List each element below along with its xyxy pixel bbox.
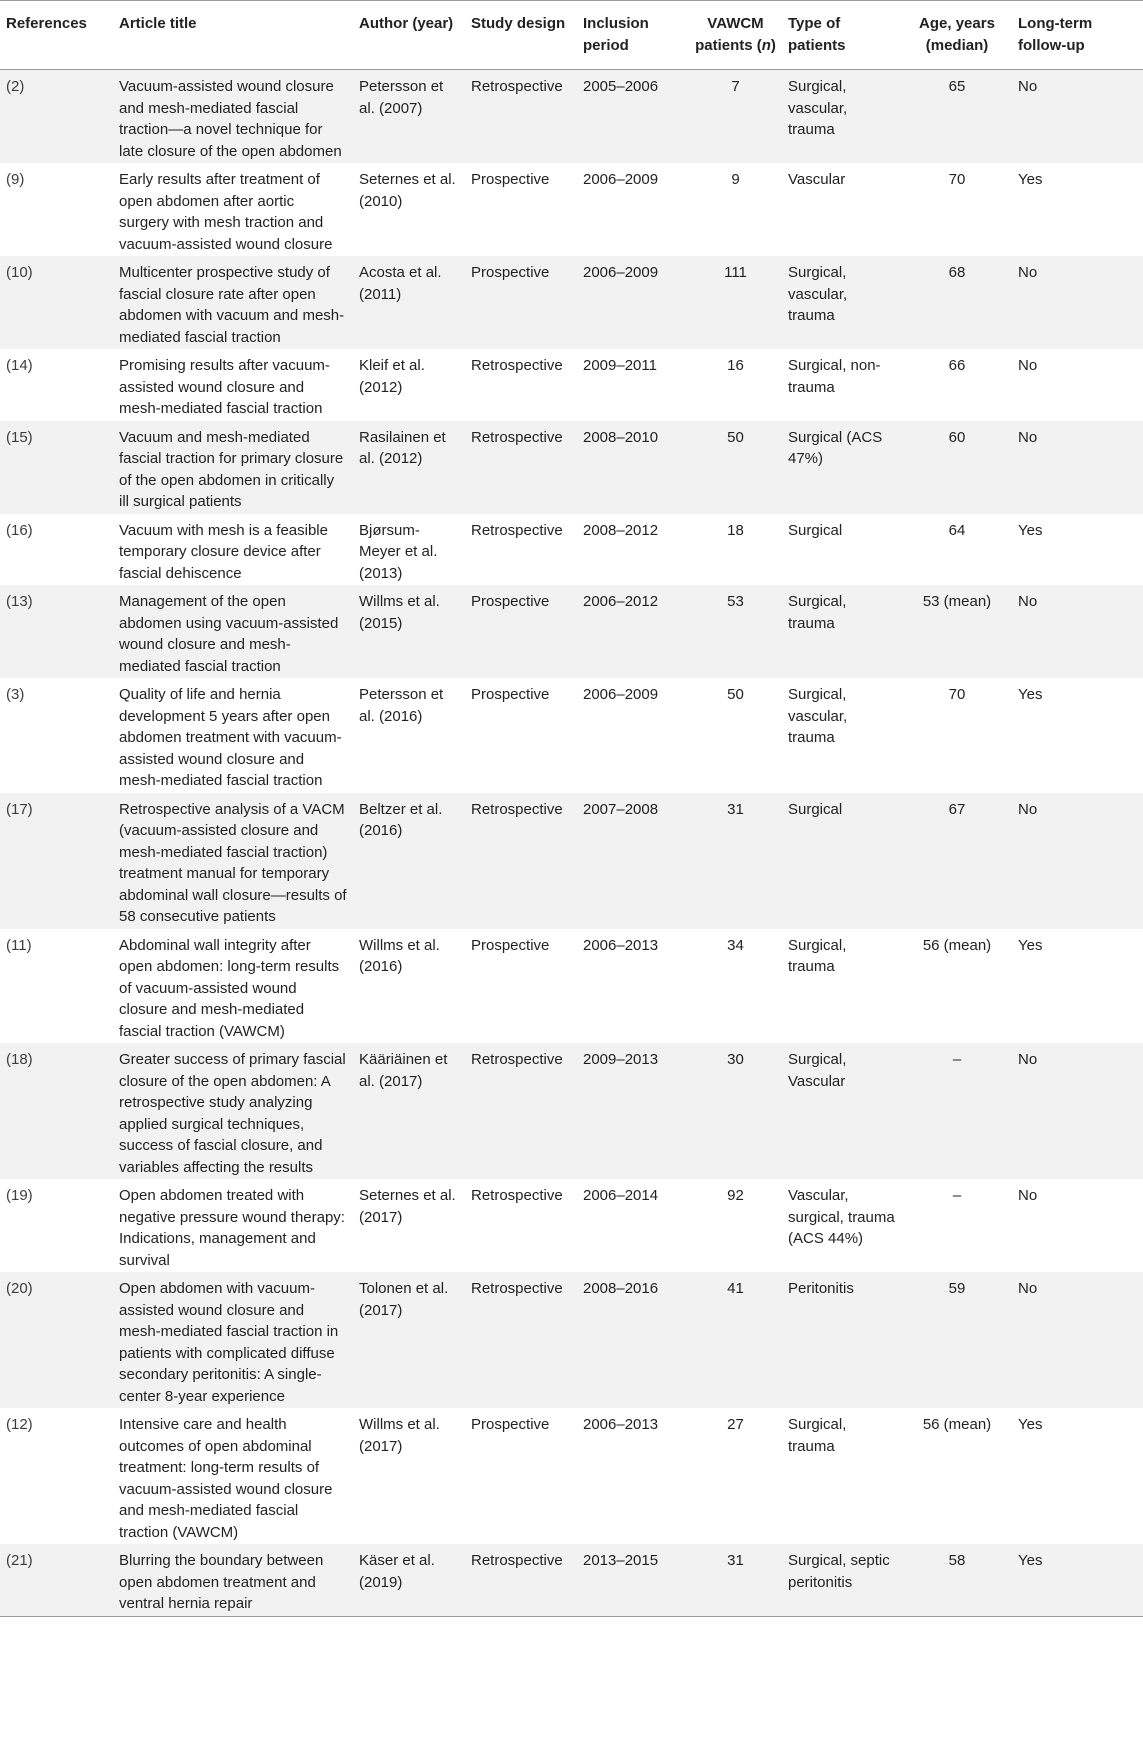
header-row xyxy=(0,1,1143,70)
header-vawcm-prefix: VAWCM patients ( xyxy=(695,15,764,54)
cell-reference: (15) xyxy=(0,421,113,514)
table-row xyxy=(0,929,1143,1044)
cell-age: 70 xyxy=(902,163,1012,256)
cell-age: 70 xyxy=(902,678,1012,793)
cell-vawcm-patients: 7 xyxy=(689,70,782,164)
cell-inclusion-period: 2009–2013 xyxy=(577,1043,689,1179)
cell-vawcm-patients: 53 xyxy=(689,585,782,678)
table-row xyxy=(0,1272,1143,1408)
cell-long-term-follow-up: Yes xyxy=(1012,514,1143,586)
cell-long-term-follow-up: No xyxy=(1012,349,1143,421)
cell-study-design: Retrospective xyxy=(465,421,577,514)
cell-inclusion-period: 2008–2010 xyxy=(577,421,689,514)
cell-author-year: Käser et al. (2019) xyxy=(353,1544,465,1616)
cell-type-of-patients: Vascular, surgical, trauma (ACS 44%) xyxy=(782,1179,902,1272)
cell-inclusion-period: 2007–2008 xyxy=(577,793,689,929)
cell-study-design: Retrospective xyxy=(465,793,577,929)
cell-type-of-patients: Surgical, Vascular xyxy=(782,1043,902,1179)
header-study-design: Study design xyxy=(465,1,577,70)
cell-inclusion-period: 2006–2014 xyxy=(577,1179,689,1272)
cell-inclusion-period: 2006–2012 xyxy=(577,585,689,678)
header-vawcm-patients xyxy=(689,1,782,70)
header-long-term-follow-up: Long-term follow-up xyxy=(1012,1,1143,70)
cell-long-term-follow-up: No xyxy=(1012,585,1143,678)
cell-article-title: Intensive care and health outcomes of open abdominal treatment: long-term results of vacuum-assisted wound closure and mesh-mediated fascial traction (VAWCM) xyxy=(113,1408,353,1544)
cell-long-term-follow-up: No xyxy=(1012,1043,1143,1179)
cell-study-design: Retrospective xyxy=(465,70,577,164)
cell-vawcm-patients: 41 xyxy=(689,1272,782,1408)
cell-article-title: Management of the open abdomen using vacuum-assisted wound closure and mesh-mediated fascial traction xyxy=(113,585,353,678)
cell-long-term-follow-up: Yes xyxy=(1012,929,1143,1044)
cell-article-title: Open abdomen with vacuum-assisted wound closure and mesh-mediated fascial traction in patients with complicated diffuse secondary peritonitis: A single-center 8-year experience xyxy=(113,1272,353,1408)
cell-inclusion-period: 2006–2009 xyxy=(577,678,689,793)
header-vawcm-n: n xyxy=(761,36,771,54)
cell-reference: (19) xyxy=(0,1179,113,1272)
cell-reference: (18) xyxy=(0,1043,113,1179)
cell-type-of-patients: Surgical (ACS 47%) xyxy=(782,421,902,514)
cell-author-year: Rasilainen et al. (2012) xyxy=(353,421,465,514)
table-row xyxy=(0,514,1143,586)
cell-study-design: Retrospective xyxy=(465,1179,577,1272)
cell-reference: (13) xyxy=(0,585,113,678)
cell-study-design: Retrospective xyxy=(465,349,577,421)
cell-author-year: Tolonen et al. (2017) xyxy=(353,1272,465,1408)
cell-reference: (9) xyxy=(0,163,113,256)
cell-study-design: Retrospective xyxy=(465,1043,577,1179)
table-row xyxy=(0,163,1143,256)
cell-inclusion-period: 2009–2011 xyxy=(577,349,689,421)
table-row xyxy=(0,1043,1143,1179)
cell-age: – xyxy=(902,1179,1012,1272)
header-article-title: Article title xyxy=(113,1,353,70)
table-body xyxy=(0,70,1143,1617)
cell-type-of-patients: Surgical, vascular, trauma xyxy=(782,256,902,349)
cell-vawcm-patients: 18 xyxy=(689,514,782,586)
cell-article-title: Blurring the boundary between open abdomen treatment and ventral hernia repair xyxy=(113,1544,353,1616)
cell-author-year: Kääriäinen et al. (2017) xyxy=(353,1043,465,1179)
cell-reference: (12) xyxy=(0,1408,113,1544)
cell-long-term-follow-up: Yes xyxy=(1012,163,1143,256)
cell-type-of-patients: Surgical, vascular, trauma xyxy=(782,678,902,793)
cell-inclusion-period: 2006–2009 xyxy=(577,163,689,256)
cell-author-year: Acosta et al. (2011) xyxy=(353,256,465,349)
header-age: Age, years (median) xyxy=(902,1,1012,70)
cell-author-year: Seternes et al. (2017) xyxy=(353,1179,465,1272)
cell-article-title: Abdominal wall integrity after open abdomen: long-term results of vacuum-assisted wound closure and mesh-mediated fascial traction (VAWCM) xyxy=(113,929,353,1044)
cell-vawcm-patients: 9 xyxy=(689,163,782,256)
cell-age: 66 xyxy=(902,349,1012,421)
cell-author-year: Willms et al. (2016) xyxy=(353,929,465,1044)
cell-author-year: Petersson et al. (2016) xyxy=(353,678,465,793)
table-row xyxy=(0,793,1143,929)
cell-author-year: Petersson et al. (2007) xyxy=(353,70,465,164)
cell-long-term-follow-up: No xyxy=(1012,421,1143,514)
cell-vawcm-patients: 30 xyxy=(689,1043,782,1179)
cell-type-of-patients: Peritonitis xyxy=(782,1272,902,1408)
cell-study-design: Prospective xyxy=(465,163,577,256)
cell-reference: (14) xyxy=(0,349,113,421)
table-row xyxy=(0,585,1143,678)
cell-long-term-follow-up: No xyxy=(1012,1179,1143,1272)
cell-vawcm-patients: 16 xyxy=(689,349,782,421)
table-row xyxy=(0,70,1143,164)
cell-reference: (11) xyxy=(0,929,113,1044)
cell-age: 60 xyxy=(902,421,1012,514)
cell-study-design: Prospective xyxy=(465,585,577,678)
cell-study-design: Prospective xyxy=(465,678,577,793)
cell-age: 56 (mean) xyxy=(902,1408,1012,1544)
cell-inclusion-period: 2008–2016 xyxy=(577,1272,689,1408)
cell-study-design: Prospective xyxy=(465,256,577,349)
cell-age: 59 xyxy=(902,1272,1012,1408)
table-row xyxy=(0,421,1143,514)
table-row xyxy=(0,1408,1143,1544)
cell-author-year: Seternes et al. (2010) xyxy=(353,163,465,256)
cell-author-year: Beltzer et al. (2016) xyxy=(353,793,465,929)
cell-vawcm-patients: 34 xyxy=(689,929,782,1044)
cell-vawcm-patients: 31 xyxy=(689,793,782,929)
header-references: References xyxy=(0,1,113,70)
cell-type-of-patients: Surgical, vascular, trauma xyxy=(782,70,902,164)
cell-long-term-follow-up: No xyxy=(1012,70,1143,164)
cell-age: – xyxy=(902,1043,1012,1179)
cell-type-of-patients: Surgical xyxy=(782,793,902,929)
cell-vawcm-patients: 92 xyxy=(689,1179,782,1272)
table-row xyxy=(0,678,1143,793)
table-header xyxy=(0,1,1143,70)
cell-study-design: Prospective xyxy=(465,929,577,1044)
cell-long-term-follow-up: Yes xyxy=(1012,1408,1143,1544)
cell-type-of-patients: Surgical, non-trauma xyxy=(782,349,902,421)
cell-long-term-follow-up: No xyxy=(1012,1272,1143,1408)
table-row xyxy=(0,349,1143,421)
cell-reference: (17) xyxy=(0,793,113,929)
cell-author-year: Bjørsum-Meyer et al. (2013) xyxy=(353,514,465,586)
cell-age: 65 xyxy=(902,70,1012,164)
cell-age: 64 xyxy=(902,514,1012,586)
cell-article-title: Greater success of primary fascial closure of the open abdomen: A retrospective study analyzing applied surgical techniques, success of fascial closure, and variables affecting the results xyxy=(113,1043,353,1179)
cell-article-title: Early results after treatment of open abdomen after aortic surgery with mesh traction and vacuum-assisted wound closure xyxy=(113,163,353,256)
cell-author-year: Willms et al. (2017) xyxy=(353,1408,465,1544)
cell-age: 68 xyxy=(902,256,1012,349)
table-row xyxy=(0,1544,1143,1616)
cell-type-of-patients: Surgical xyxy=(782,514,902,586)
cell-reference: (10) xyxy=(0,256,113,349)
cell-age: 53 (mean) xyxy=(902,585,1012,678)
cell-age: 58 xyxy=(902,1544,1012,1616)
cell-reference: (3) xyxy=(0,678,113,793)
header-vawcm-suffix: ) xyxy=(770,36,776,54)
cell-reference: (20) xyxy=(0,1272,113,1408)
header-type-of-patients: Type of patients xyxy=(782,1,902,70)
cell-long-term-follow-up: No xyxy=(1012,256,1143,349)
cell-reference: (16) xyxy=(0,514,113,586)
cell-article-title: Promising results after vacuum-assisted wound closure and mesh-mediated fascial traction xyxy=(113,349,353,421)
cell-article-title: Multicenter prospective study of fascial closure rate after open abdomen with vacuum and mesh-mediated fascial traction xyxy=(113,256,353,349)
cell-long-term-follow-up: No xyxy=(1012,793,1143,929)
cell-vawcm-patients: 50 xyxy=(689,678,782,793)
cell-inclusion-period: 2005–2006 xyxy=(577,70,689,164)
cell-study-design: Prospective xyxy=(465,1408,577,1544)
cell-inclusion-period: 2008–2012 xyxy=(577,514,689,586)
cell-long-term-follow-up: Yes xyxy=(1012,1544,1143,1616)
cell-article-title: Vacuum-assisted wound closure and mesh-mediated fascial traction—a novel technique for late closure of the open abdomen xyxy=(113,70,353,164)
cell-article-title: Open abdomen treated with negative pressure wound therapy: Indications, management and survival xyxy=(113,1179,353,1272)
header-author-year: Author (year) xyxy=(353,1,465,70)
cell-inclusion-period: 2006–2013 xyxy=(577,1408,689,1544)
cell-article-title: Quality of life and hernia development 5 years after open abdomen treatment with vacuum-assisted wound closure and mesh-mediated fascial traction xyxy=(113,678,353,793)
cell-vawcm-patients: 111 xyxy=(689,256,782,349)
cell-article-title: Retrospective analysis of a VACM (vacuum-assisted closure and mesh-mediated fascial traction) treatment manual for temporary abdominal wall closure—results of 58 consecutive patients xyxy=(113,793,353,929)
cell-long-term-follow-up: Yes xyxy=(1012,678,1143,793)
cell-vawcm-patients: 50 xyxy=(689,421,782,514)
table-row xyxy=(0,256,1143,349)
cell-type-of-patients: Surgical, septic peritonitis xyxy=(782,1544,902,1616)
cell-author-year: Willms et al. (2015) xyxy=(353,585,465,678)
cell-reference: (2) xyxy=(0,70,113,164)
cell-type-of-patients: Vascular xyxy=(782,163,902,256)
table-row xyxy=(0,1179,1143,1272)
cell-inclusion-period: 2013–2015 xyxy=(577,1544,689,1616)
cell-age: 56 (mean) xyxy=(902,929,1012,1044)
cell-study-design: Retrospective xyxy=(465,1544,577,1616)
cell-article-title: Vacuum with mesh is a feasible temporary closure device after fascial dehiscence xyxy=(113,514,353,586)
cell-type-of-patients: Surgical, trauma xyxy=(782,929,902,1044)
cell-type-of-patients: Surgical, trauma xyxy=(782,1408,902,1544)
header-inclusion-period: Inclusion period xyxy=(577,1,689,70)
cell-inclusion-period: 2006–2009 xyxy=(577,256,689,349)
cell-vawcm-patients: 31 xyxy=(689,1544,782,1616)
cell-vawcm-patients: 27 xyxy=(689,1408,782,1544)
cell-type-of-patients: Surgical, trauma xyxy=(782,585,902,678)
cell-author-year: Kleif et al. (2012) xyxy=(353,349,465,421)
cell-inclusion-period: 2006–2013 xyxy=(577,929,689,1044)
cell-reference: (21) xyxy=(0,1544,113,1616)
cell-article-title: Vacuum and mesh-mediated fascial traction for primary closure of the open abdomen in critically ill surgical patients xyxy=(113,421,353,514)
cell-age: 67 xyxy=(902,793,1012,929)
cell-study-design: Retrospective xyxy=(465,514,577,586)
cell-study-design: Retrospective xyxy=(465,1272,577,1408)
